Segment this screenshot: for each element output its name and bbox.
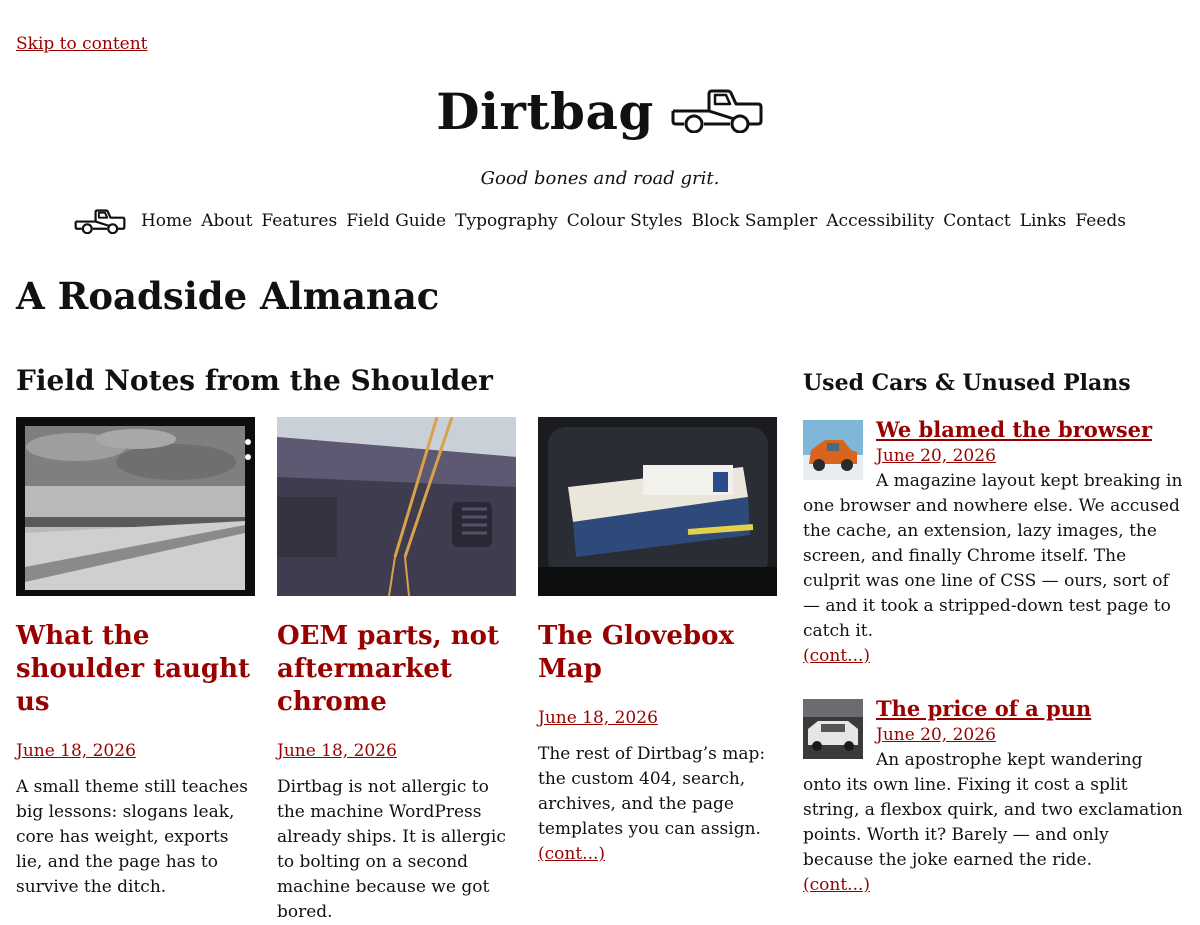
post-excerpt: The rest of Dirtbag’s map: the custom 404, search, archives, and the page templates you can assign. bbox=[538, 744, 766, 839]
sidebar-post-excerpt: An apostrophe kept wandering onto its own line. Fixing it cost a split string, a flexbox quirk, and two exclamation points. Worth it? Barely — and only because the joke earned the ride. bbox=[803, 750, 1183, 870]
nav-item-home[interactable]: Home bbox=[140, 211, 193, 231]
sidebar-post-date[interactable]: June 20, 2026 bbox=[876, 725, 996, 745]
nav-item-colour-styles[interactable]: Colour Styles bbox=[566, 211, 683, 231]
page-title: A Roadside Almanac bbox=[16, 274, 440, 318]
sidebar-post-title[interactable]: The price of a pun bbox=[876, 696, 1092, 721]
pickup-truck-icon bbox=[670, 87, 764, 137]
skip-to-content-link[interactable]: Skip to content bbox=[16, 34, 148, 54]
nav-item-typography[interactable]: Typography bbox=[455, 211, 558, 231]
post-title[interactable]: OEM parts, not aftermarket chrome bbox=[277, 621, 500, 717]
post-excerpt: Dirtbag is not allergic to the machine WordPress already ships. It is allergic to bolting on a second machine because we got bored. bbox=[277, 777, 506, 922]
post-grid bbox=[16, 417, 778, 925]
site-tagline: Good bones and road grit. bbox=[480, 168, 720, 189]
sidebar-title: Used Cars & Unused Plans bbox=[803, 370, 1131, 396]
sidebar-post bbox=[803, 416, 1183, 669]
sidebar bbox=[803, 370, 1183, 898]
glovebox-with-book-photo[interactable] bbox=[538, 417, 777, 596]
post-date[interactable]: June 18, 2026 bbox=[277, 741, 397, 761]
nav-item-about[interactable]: About bbox=[201, 211, 253, 231]
pickup-truck-icon[interactable] bbox=[74, 208, 126, 234]
nav-item-accessibility[interactable]: Accessibility bbox=[826, 211, 935, 231]
post-card bbox=[277, 417, 516, 925]
nav-item-links[interactable]: Links bbox=[1019, 211, 1067, 231]
post-title[interactable]: What the shoulder taught us bbox=[16, 621, 250, 717]
sidebar-post-title[interactable]: We blamed the browser bbox=[876, 417, 1153, 442]
post-card bbox=[16, 417, 255, 925]
nav-item-block-sampler[interactable]: Block Sampler bbox=[691, 211, 818, 231]
read-more-link[interactable]: (cont...) bbox=[803, 875, 871, 895]
nav-item-feeds[interactable]: Feeds bbox=[1075, 211, 1126, 231]
post-excerpt: A small theme still teaches big lessons: slogans leak, core has weight, exports lie, and the page has to survive the ditch. bbox=[16, 777, 248, 897]
post-card bbox=[538, 417, 777, 925]
main-navigation bbox=[0, 208, 1200, 234]
nav-item-features[interactable]: Features bbox=[261, 211, 338, 231]
site-header bbox=[0, 82, 1200, 141]
post-date[interactable]: June 18, 2026 bbox=[538, 708, 658, 728]
sidebar-post bbox=[803, 695, 1183, 898]
truck-dashboard-photo[interactable] bbox=[277, 417, 516, 596]
sidebar-post-excerpt: A magazine layout kept breaking in one browser and nowhere else. We accused the cache, an extension, lazy images, the screen, and finally Chrome itself. The culprit was one line of CSS — ours, sort of — and it took a stripped-down test page to catch it. bbox=[803, 471, 1183, 641]
site-title[interactable]: Dirtbag bbox=[436, 82, 654, 141]
nav-item-field-guide[interactable]: Field Guide bbox=[346, 211, 447, 231]
sidebar-post-date[interactable]: June 20, 2026 bbox=[876, 446, 996, 466]
black-and-white-desert-road-photo[interactable] bbox=[16, 417, 255, 596]
section-title: Field Notes from the Shoulder bbox=[16, 364, 493, 397]
read-more-link[interactable]: (cont...) bbox=[538, 844, 606, 864]
nav-item-contact[interactable]: Contact bbox=[943, 211, 1011, 231]
post-date[interactable]: June 18, 2026 bbox=[16, 741, 136, 761]
read-more-link[interactable]: (cont...) bbox=[803, 646, 871, 666]
rusty-orange-truck-thumbnail[interactable] bbox=[803, 420, 863, 480]
post-title[interactable]: The Glovebox Map bbox=[538, 621, 734, 684]
white-vintage-car-thumbnail[interactable] bbox=[803, 699, 863, 759]
